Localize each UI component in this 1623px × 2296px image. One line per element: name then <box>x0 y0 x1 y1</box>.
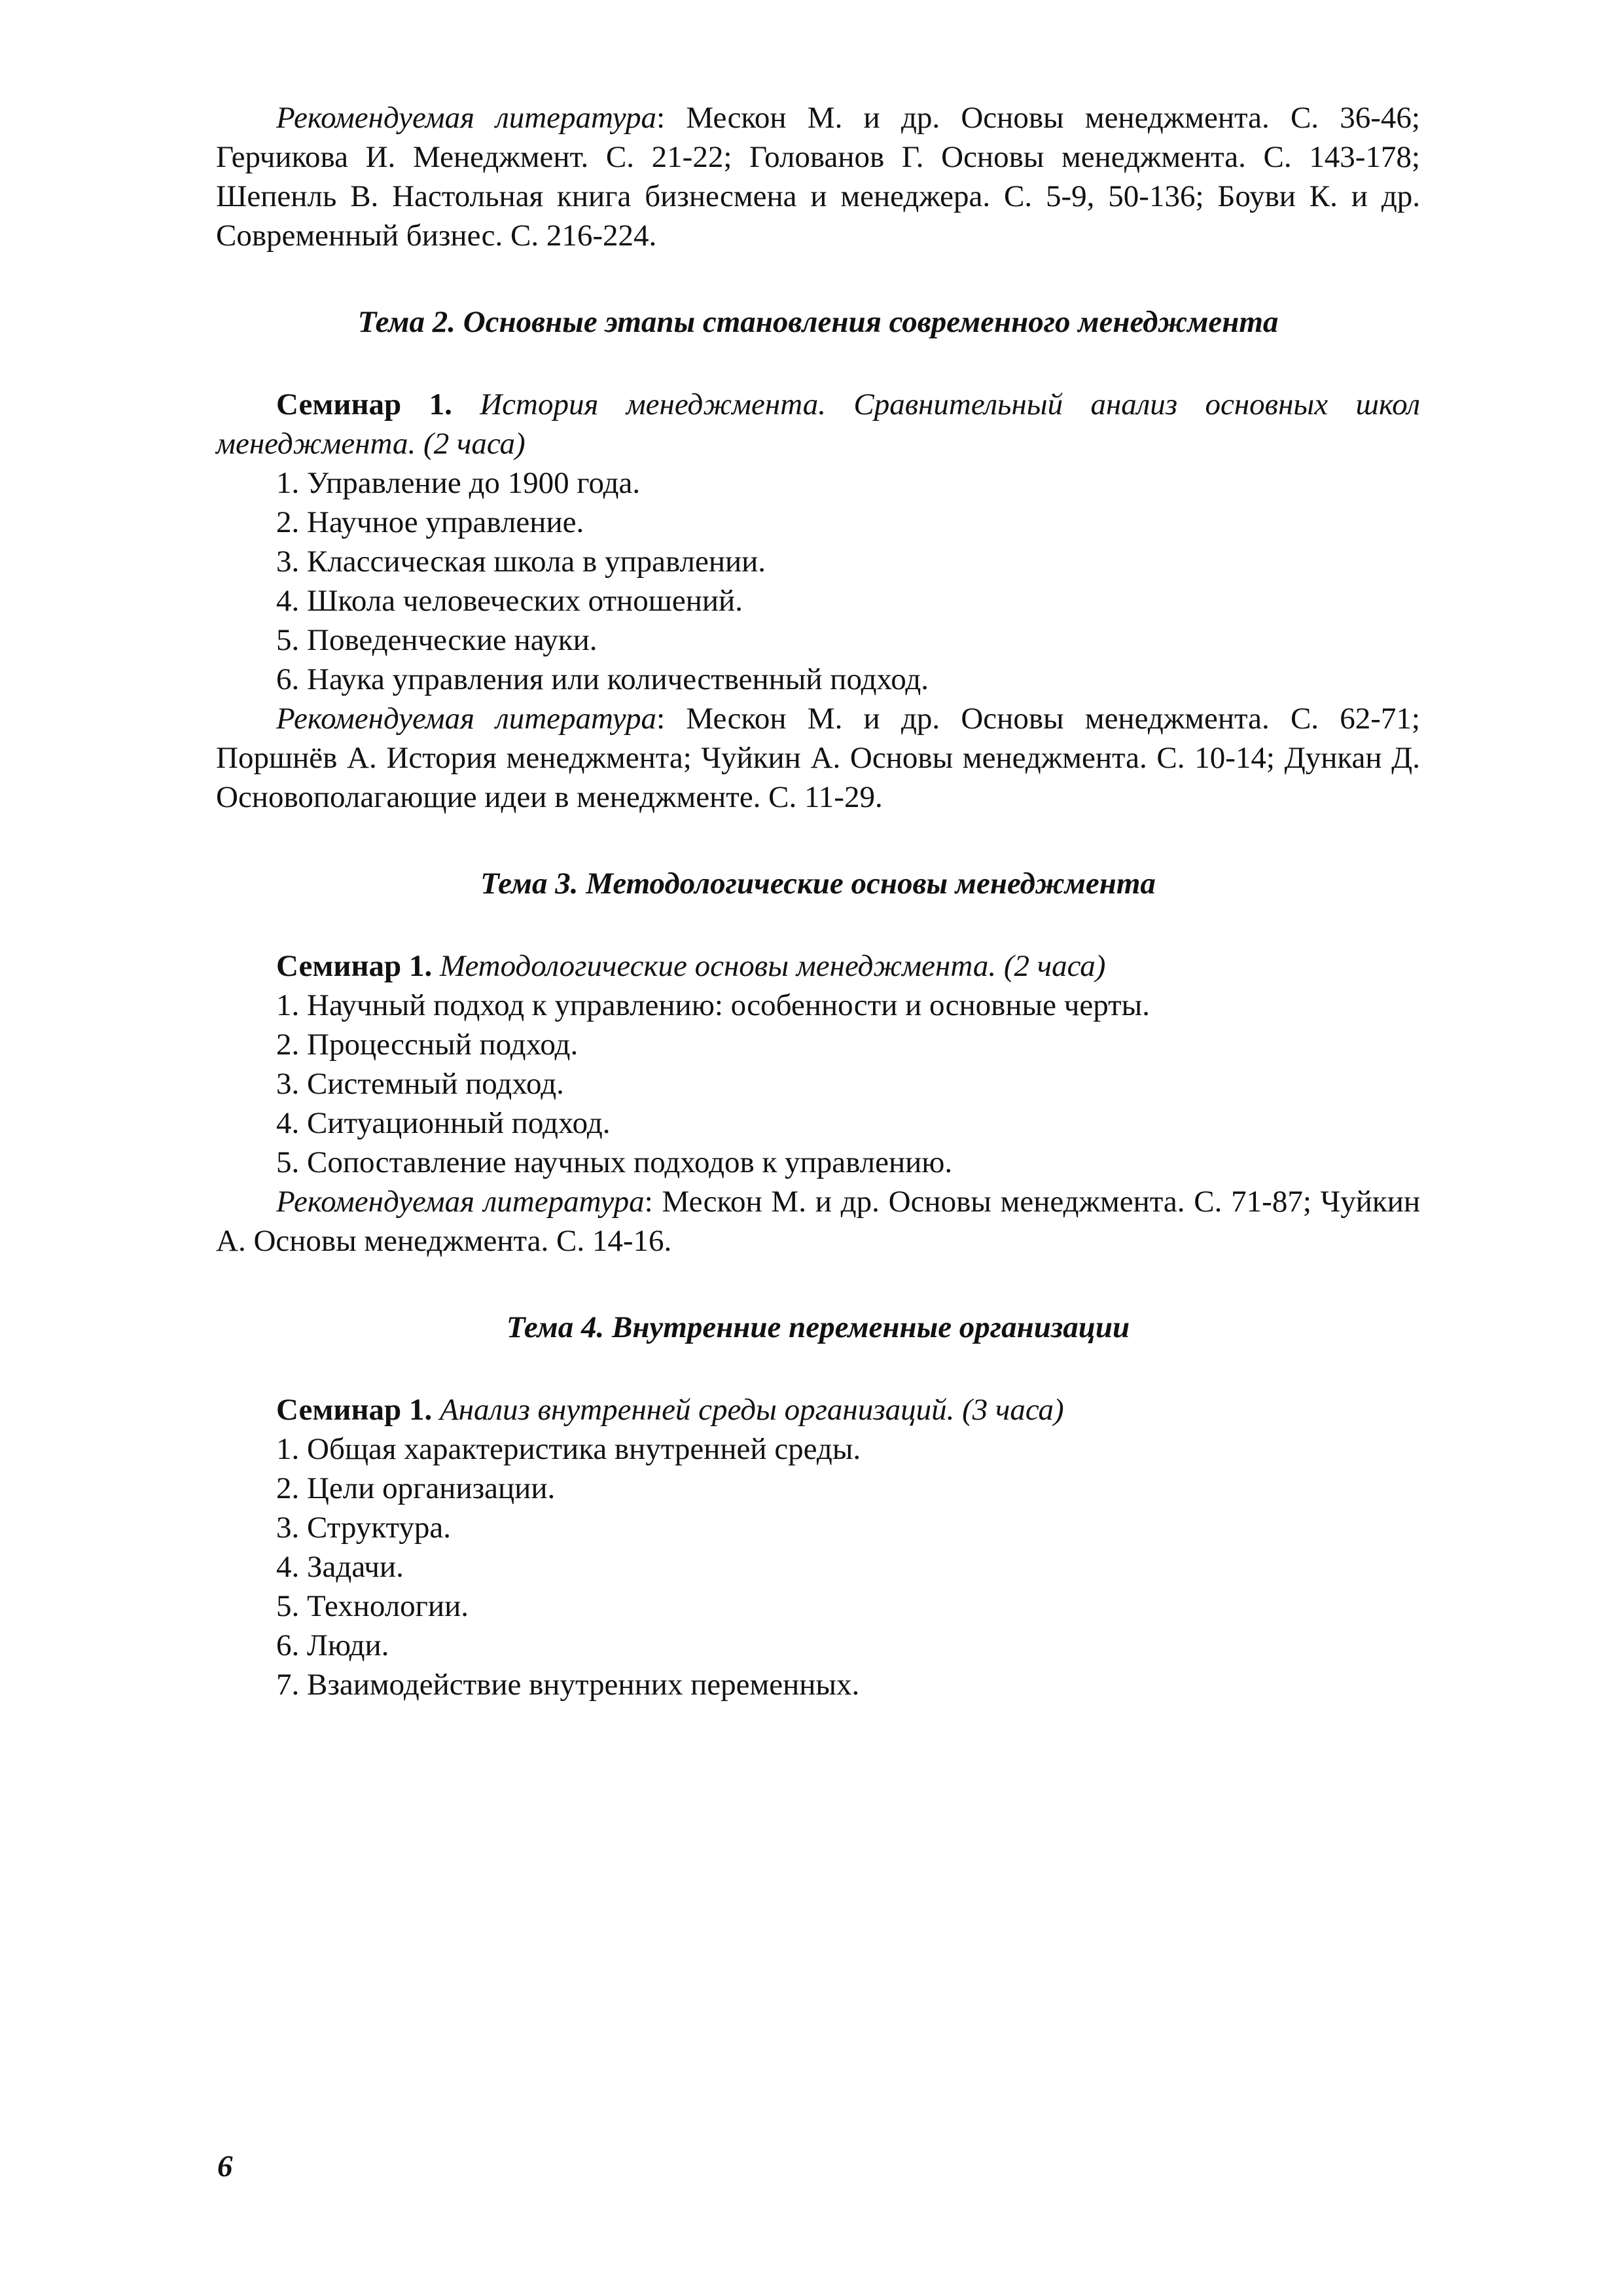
literature-paragraph <box>216 1182 1420 1261</box>
topic-heading: Тема 3. Методологические основы менеджмента <box>480 867 1156 901</box>
list-item: 2. Процессный подход. <box>276 1028 579 1062</box>
list-item: 4. Ситуационный подход. <box>276 1106 611 1140</box>
seminar-label: Семинар 1. <box>276 1393 433 1427</box>
seminar-label: Семинар 1. <box>276 949 433 983</box>
literature-label: Рекомендуемая литература <box>276 702 657 736</box>
topic-section-4 <box>216 1308 1420 1704</box>
list-item: 3. Структура. <box>276 1511 451 1545</box>
list-item: 5. Технологии. <box>276 1589 469 1623</box>
topic-section-2 <box>216 302 1420 817</box>
seminar-item-list <box>216 1429 1420 1704</box>
seminar-line <box>216 946 1420 986</box>
seminar-line <box>216 385 1420 463</box>
list-item: 6. Люди. <box>276 1628 389 1662</box>
topic-heading: Тема 2. Основные этапы становления современного менеджмента <box>357 305 1279 339</box>
seminar-title: Методологические основы менеджмента. (2 часа) <box>432 949 1106 983</box>
list-item: 1. Управление до 1900 года. <box>276 466 641 500</box>
seminar-title: История менеджмента. Сравнительный анализ основных школ менеджмента. (2 часа) <box>216 387 1420 461</box>
literature-text: : Мескон М. и др. Основы менеджмента. С. 36-46; Герчикова И. Менеджмент. С. 21-22; Голованов Г. Основы менеджмента. С. 143-178; Шепенль В. Настольная книга бизнесмена и менеджера. С. 5-9, 50-136; Боуви К. и др. Современный бизнес. С. 216-224. <box>216 101 1420 253</box>
list-item: 5. Поведенческие науки. <box>276 623 597 657</box>
seminar-title: Анализ внутренней среды организаций. (3 часа) <box>432 1393 1064 1427</box>
list-item: 4. Школа человеческих отношений. <box>276 584 743 618</box>
list-item: 2. Цели организации. <box>276 1471 556 1505</box>
list-item: 3. Системный подход. <box>276 1067 564 1101</box>
list-item: 3. Классическая школа в управлении. <box>276 545 766 579</box>
list-item: 4. Задачи. <box>276 1550 404 1584</box>
literature-paragraph <box>216 699 1420 817</box>
literature-text: : Мескон М. и др. Основы менеджмента. С. 62-71; Поршнёв А. История менеджмента; Чуйкин А. Основы менеджмента. С. 10-14; Дункан Д. Основополагающие идеи в менеджменте. С. 11-29. <box>216 702 1420 814</box>
seminar-item-list <box>216 463 1420 699</box>
list-item: 6. Наука управления или количественный подход. <box>276 662 929 696</box>
list-item: 1. Научный подход к управлению: особенности и основные черты. <box>276 988 1150 1022</box>
page-number: 6 <box>217 2149 233 2183</box>
seminar-item-list <box>216 986 1420 1182</box>
list-item: 2. Научное управление. <box>276 505 584 539</box>
intro-literature-paragraph <box>216 98 1420 255</box>
literature-label: Рекомендуемая литература <box>276 101 657 135</box>
seminar-label: Семинар 1. <box>276 387 452 422</box>
literature-label: Рекомендуемая литература <box>276 1185 645 1219</box>
list-item: 1. Общая характеристика внутренней среды. <box>276 1432 861 1466</box>
literature-text: : Мескон М. и др. Основы менеджмента. С. 71-87; Чуйкин А. Основы менеджмента. С. 14-16. <box>216 1185 1421 1258</box>
list-item: 5. Сопоставление научных подходов к управлению. <box>276 1145 953 1179</box>
topic-section-3 <box>216 864 1420 1261</box>
seminar-line <box>216 1390 1420 1429</box>
list-item: 7. Взаимодействие внутренних переменных. <box>276 1668 860 1702</box>
topic-heading: Тема 4. Внутренние переменные организации <box>506 1310 1130 1344</box>
